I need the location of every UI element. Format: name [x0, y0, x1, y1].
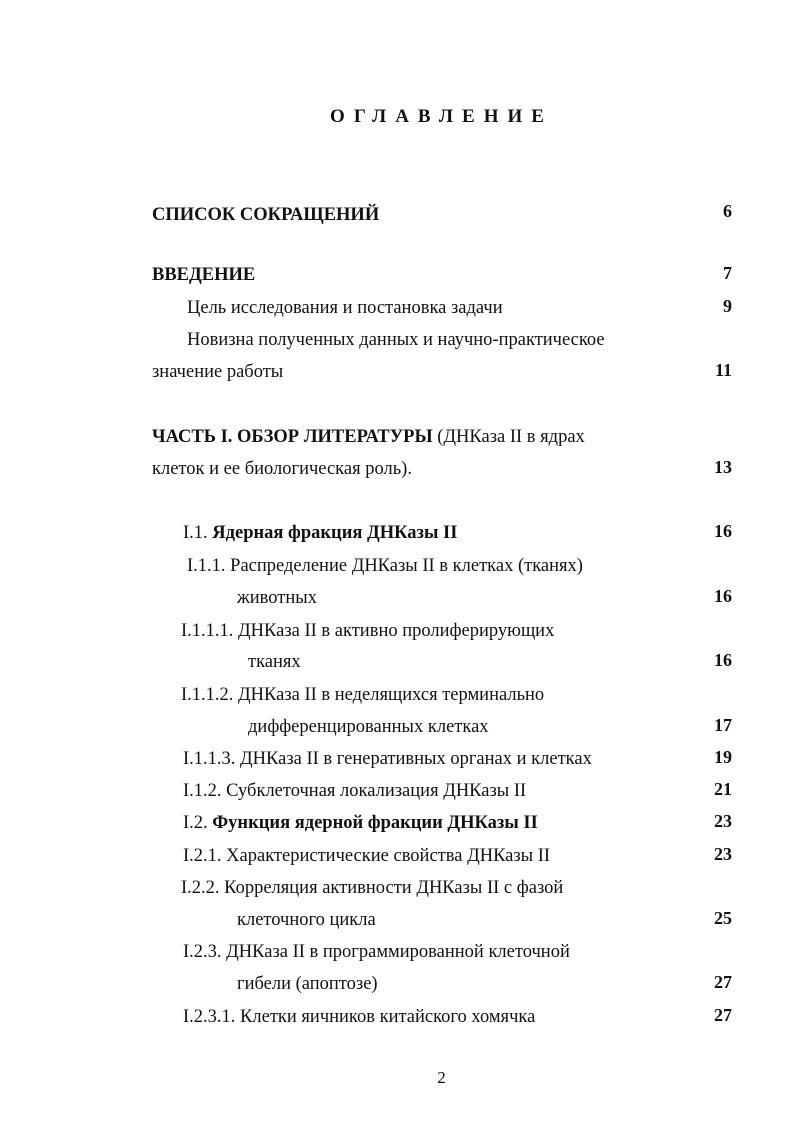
toc-s1-2-3-1: I.2.3.1. Клетки яичников китайского хомячка: [183, 1007, 536, 1027]
toc-s1-2-label: Функция ядерной фракции ДНКазы II: [212, 813, 538, 833]
toc-part1-line2: клеток и ее биологическая роль).: [152, 459, 412, 479]
toc-s1-1-1-2-page: 17: [714, 715, 732, 735]
toc-s1-2-2-line2: клеточного цикла: [237, 910, 376, 930]
toc-s1-1-1-2-line2: дифференцированных клетках: [248, 717, 489, 737]
toc-s1-2-3-line1: I.2.3. ДНКаза II в программированной клеточной: [183, 942, 570, 962]
toc-s1-2-page: 23: [714, 811, 732, 831]
page-title: ОГЛАВЛЕНИЕ: [330, 106, 553, 127]
toc-intro-label: ВВЕДЕНИЕ: [152, 265, 256, 285]
toc-novelty-line2: значение работы: [152, 362, 284, 382]
toc-s1-2-3-page: 27: [714, 972, 732, 992]
toc-s1-1-1-1-page: 16: [714, 650, 732, 670]
toc-s1-1-num: I.1.: [183, 523, 213, 543]
page-number: 2: [437, 1068, 446, 1087]
toc-s1-1: [183, 522, 457, 544]
toc-novelty-page: 11: [714, 360, 732, 380]
toc-s1-2-1-page: 23: [714, 844, 732, 864]
toc-s1-1-1-2-line1: I.1.1.2. ДНКаза II в неделящихся терминально: [181, 685, 545, 705]
toc-s1-1-label: Ядерная фракция ДНКазы II: [212, 523, 458, 543]
toc-s1-2-num: I.2.: [183, 813, 213, 833]
toc-s1-2-2-line1: I.2.2. Корреляция активности ДНКазы II с фазой: [181, 878, 564, 898]
toc-s1-1-1-line2: животных: [237, 588, 317, 608]
toc-s1-1-1-1-line2: тканях: [248, 652, 301, 672]
toc-s1-2-3-1-page: 27: [714, 1005, 732, 1025]
toc-s1-2: [183, 812, 538, 834]
toc-s1-1-page: 16: [714, 521, 732, 541]
toc-s1-1-1-3-page: 19: [714, 747, 732, 767]
toc-abbrev-label: СПИСОК СОКРАЩЕНИЙ: [152, 205, 380, 225]
toc-s1-1-1-line1: I.1.1. Распределение ДНКазы II в клетках (тканях): [187, 556, 583, 576]
toc-aim-label: Цель исследования и постановка задачи: [187, 298, 503, 318]
toc-s1-1-2: I.1.2. Субклеточная локализация ДНКазы II: [183, 781, 527, 801]
toc-abbrev-page: 6: [723, 201, 732, 221]
toc-s1-1-1-page: 16: [714, 586, 732, 606]
toc-part1-bold: ЧАСТЬ I. ОБЗОР ЛИТЕРАТУРЫ: [152, 427, 433, 447]
toc-aim-page: 9: [723, 296, 732, 316]
toc-s1-2-1: I.2.1. Характеристические свойства ДНКазы II: [183, 846, 551, 866]
toc-s1-2-2-page: 25: [714, 908, 732, 928]
toc-s1-1-2-page: 21: [714, 779, 732, 799]
toc-part1-rest: (ДНКаза II в ядрах: [432, 427, 585, 447]
toc-part1-line1: [152, 426, 585, 448]
toc-intro-page: 7: [723, 263, 732, 283]
toc-s1-1-1-3: I.1.1.3. ДНКаза II в генеративных органах и клетках: [183, 749, 592, 769]
toc-s1-2-3-line2: гибели (апоптозе): [237, 974, 378, 994]
toc-novelty-line1: Новизна полученных данных и научно-практическое: [187, 330, 605, 350]
toc-part1-page: 13: [714, 457, 732, 477]
toc-s1-1-1-1-line1: I.1.1.1. ДНКаза II в активно пролиферирующих: [181, 621, 555, 641]
